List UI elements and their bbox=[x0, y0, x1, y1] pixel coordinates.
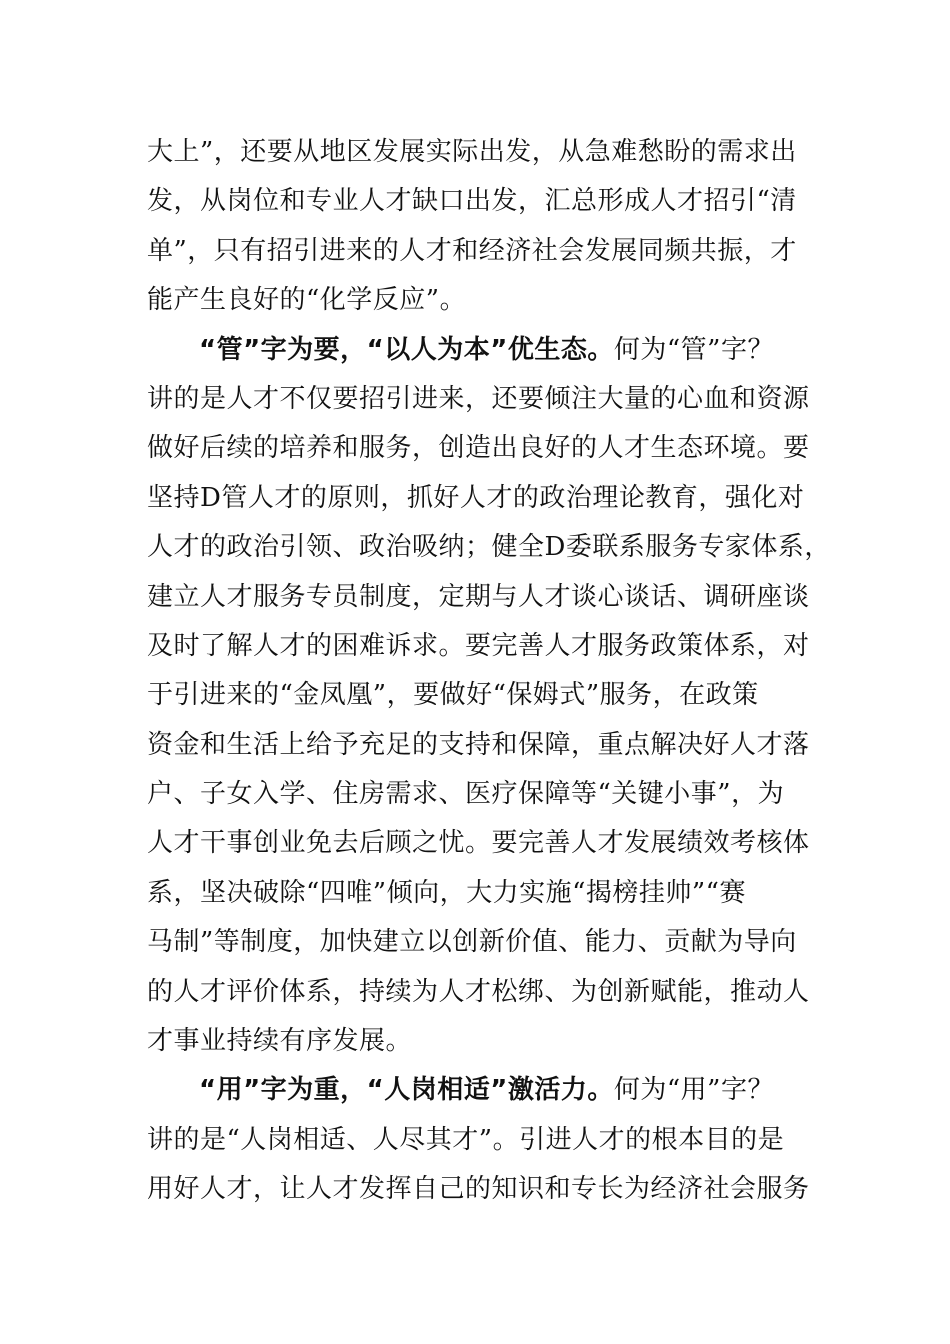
text-line: 能产生良好的“化学反应”。 bbox=[147, 285, 467, 316]
text-line: 马制”等制度，加快建立以创新价值、能力、贡献为导向 bbox=[147, 927, 797, 958]
text-line: 的人才评价体系，持续为人才松绑、为创新赋能，推动人 bbox=[147, 976, 810, 1007]
text-line: 用好人才，让人才发挥自己的知识和专长为经济社会服务 bbox=[147, 1174, 810, 1205]
text-line: 人才的政治引领、政治吸纳；健全D委联系服务专家体系， bbox=[147, 532, 831, 563]
text-line: 于引进来的“金凤凰”，要做好“保姆式”服务，在政策 bbox=[147, 680, 759, 711]
section-heading-yong bbox=[147, 1066, 827, 1115]
text-line: 及时了解人才的困难诉求。要完善人才服务政策体系，对 bbox=[147, 630, 810, 661]
text-line: 坚持D管人才的原则，抓好人才的政治理论教育，强化对 bbox=[147, 482, 805, 513]
text-line: 大上”，还要从地区发展实际出发，从急难愁盼的需求出 bbox=[147, 137, 797, 167]
heading-guan-bold: “管”字为要，“以人为本”优生态。 bbox=[199, 334, 614, 365]
text-line: 系，坚决破除“四唯”倾向，大力实施“揭榜挂帅”“赛 bbox=[147, 877, 746, 908]
text-line: 资金和生活上给予充足的支持和保障，重点解决好人才落 bbox=[147, 729, 810, 760]
section-heading-guan bbox=[147, 326, 827, 375]
text-line: 做好后续的培养和服务，创造出良好的人才生态环境。要 bbox=[147, 433, 810, 464]
heading-yong-bold: “用”字为重，“人岗相适”激活力。 bbox=[199, 1075, 614, 1106]
heading-yong-text: 何为“用”字？ bbox=[613, 1075, 774, 1106]
text-line: 讲的是人才不仅要招引进来，还要倾注大量的心血和资源 bbox=[147, 383, 810, 414]
text-line: 建立人才服务专员制度，定期与人才谈心谈话、调研座谈 bbox=[147, 581, 810, 612]
text-line: 户、子女入学、住房需求、医疗保障等“关键小事”，为 bbox=[147, 779, 785, 810]
document-body bbox=[147, 128, 831, 1215]
text-line: 才事业持续有序发展。 bbox=[147, 1026, 413, 1057]
text-line: 发，从岗位和专业人才缺口出发，汇总形成人才招引“清 bbox=[147, 186, 797, 217]
heading-guan-text: 何为“管”字？ bbox=[613, 334, 774, 365]
text-line: 单”，只有招引进来的人才和经济社会发展同频共振，才 bbox=[147, 235, 797, 266]
text-line: 讲的是“人岗相适、人尽其才”。引进人才的根本目的是 bbox=[147, 1124, 785, 1155]
text-line: 人才干事创业免去后顾之忧。要完善人才发展绩效考核体 bbox=[147, 828, 810, 859]
